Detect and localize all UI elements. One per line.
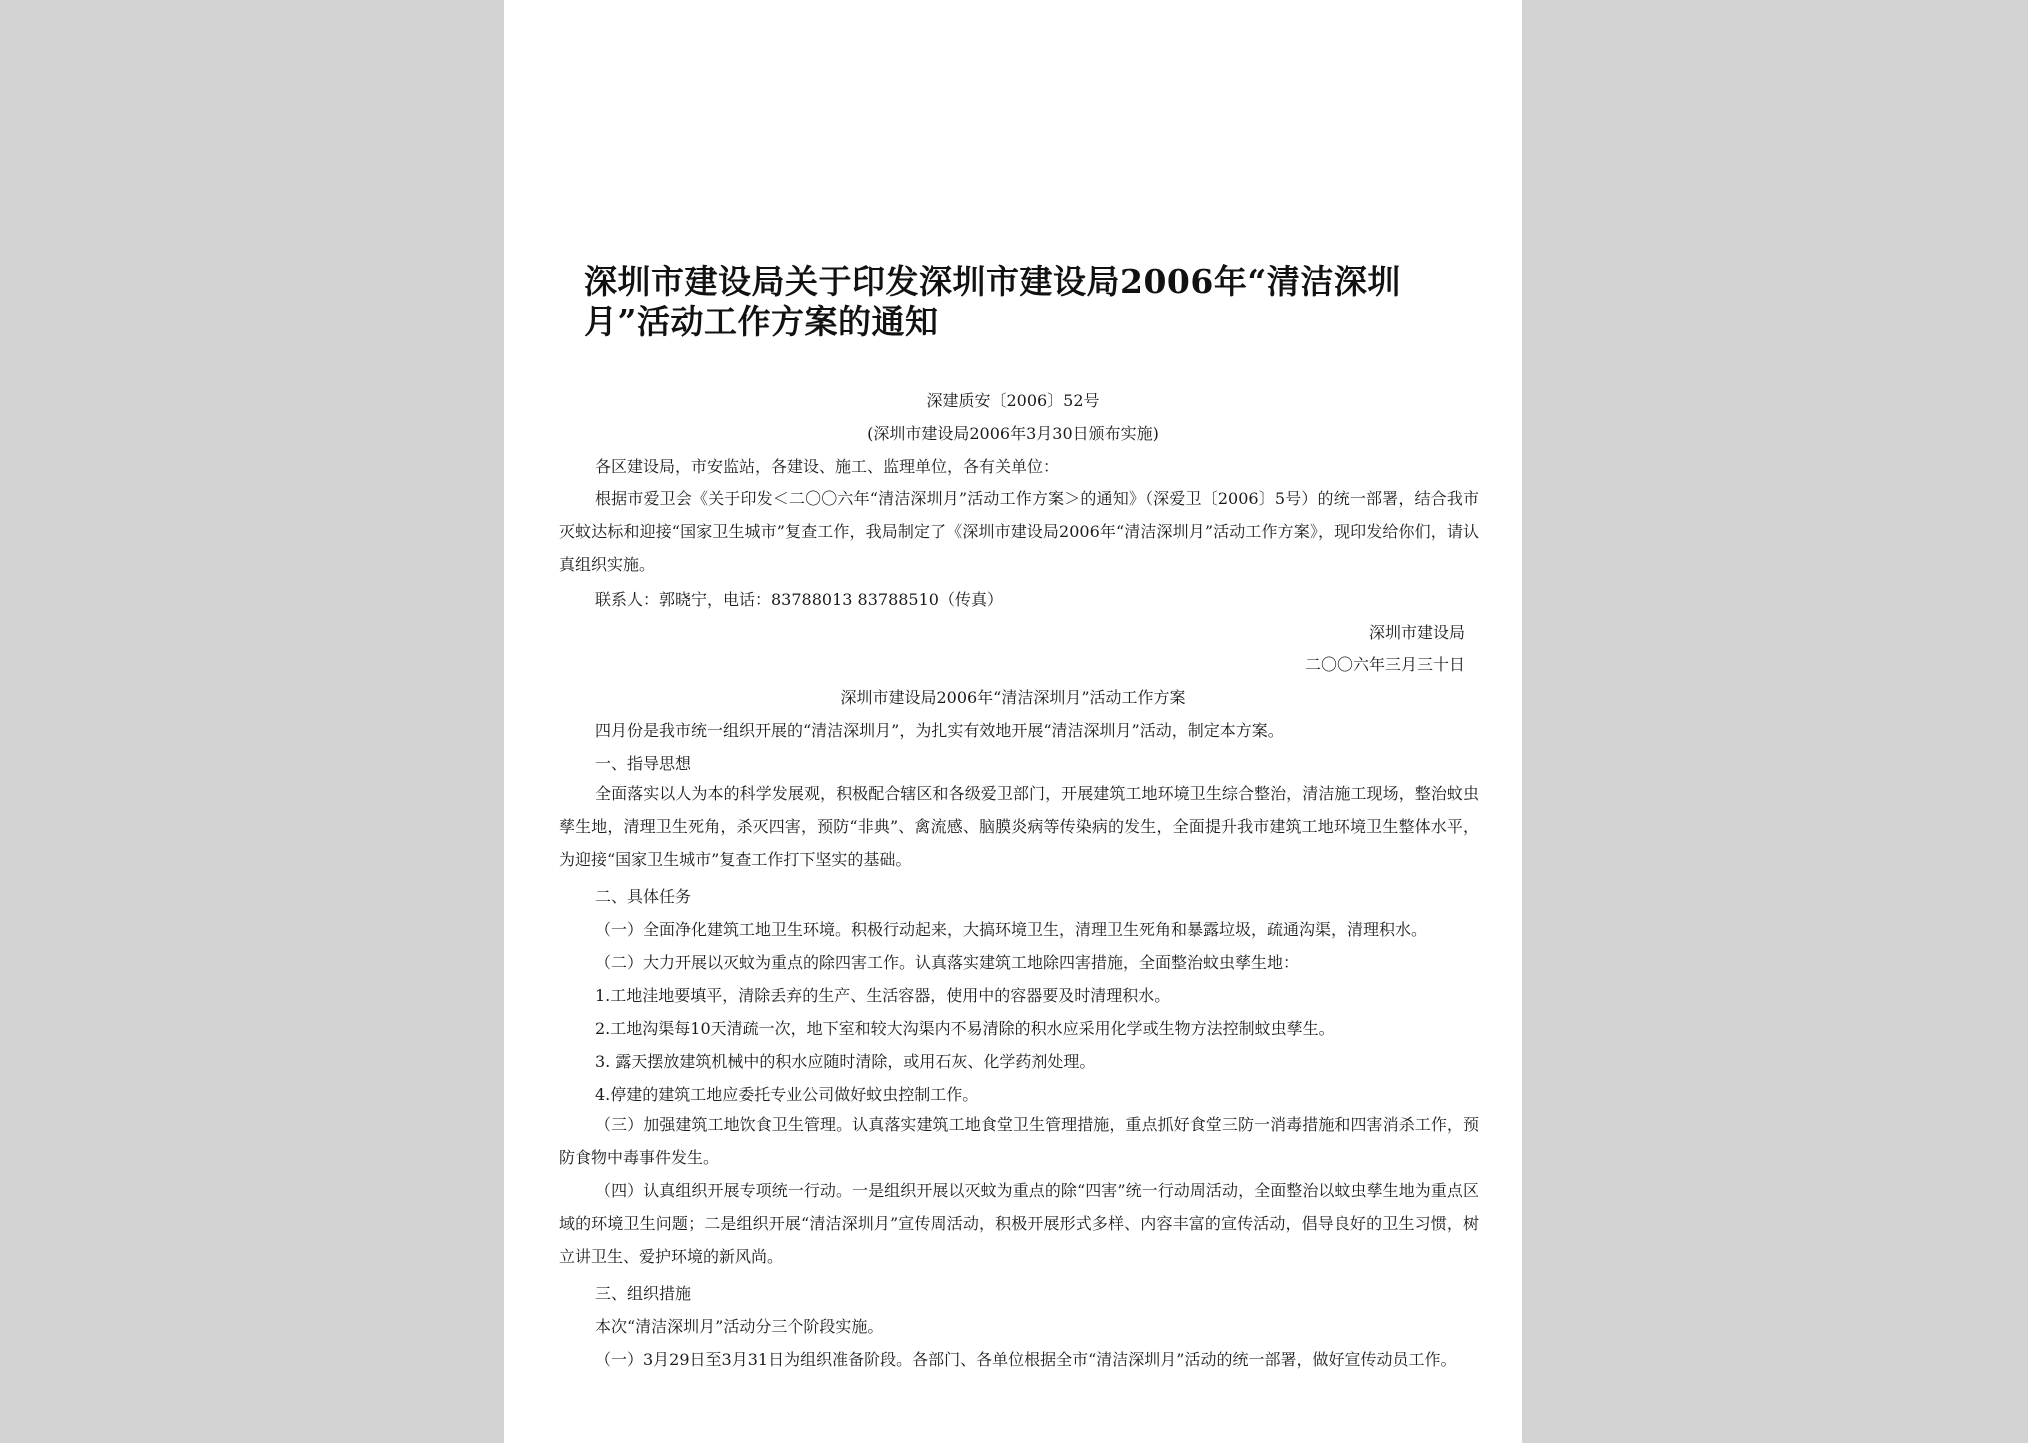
task-4: （四）认真组织开展专项统一行动。一是组织开展以灭蚊为重点的除“四害”统一行动周活动，全面整治以蚊虫孳生地为重点区域的环境卫生问题；二是组织开展“清洁深圳月”宣传周活动，积极开展形式多样、内容丰富的宣传活动，倡导良好的卫生习惯，树立讲卫生、爱护环境的新风尚。 [559,1181,1479,1266]
signature-date: 二〇〇六年三月三十日 [1304,655,1465,674]
task-1: （一）全面净化建筑工地卫生环境。积极行动起来，大搞环境卫生，清理卫生死角和暴露垃圾，疏通沟渠，清理积水。 [595,920,1428,939]
plan-title: 深圳市建设局2006年“清洁深圳月”活动工作方案 [840,688,1186,707]
guiding-paragraph: 全面落实以人为本的科学发展观，积极配合辖区和各级爱卫部门，开展建筑工地环境卫生综合整治，清洁施工现场，整治蚊虫孳生地，清理卫生死角，杀灭四害，预防“非典”、禽流感、脑膜炎病等传染病的发生，全面提升我市建筑工地环境卫生整体水平，为迎接“国家卫生城市”复查工作打下坚实的基础。 [559,784,1479,869]
document-title: 深圳市建设局关于印发深圳市建设局2006年“清洁深圳月”活动工作方案的通知 [584,262,1401,341]
task-2-item-4: 4.停建的建筑工地应委托专业公司做好蚊虫控制工作。 [595,1085,979,1104]
issued-note: (深圳市建设局2006年3月30日颁布实施) [867,424,1159,443]
addressee: 各区建设局，市安监站，各建设、施工、监理单位，各有关单位： [595,457,1060,476]
contact-line: 联系人：郭晓宁，电话：83788013 83788510（传真） [595,590,1003,609]
task-2-item-3: 3. 露天摆放建筑机械中的积水应随时清除，或用石灰、化学药剂处理。 [595,1052,1096,1071]
plan-intro: 四月份是我市统一组织开展的“清洁深圳月”，为扎实有效地开展“清洁深圳月”活动，制定本方案。 [595,721,1284,740]
document-number: 深建质安〔2006〕52号 [926,391,1100,410]
section-heading-tasks: 二、具体任务 [595,887,692,906]
section-heading-measures: 三、组织措施 [595,1284,692,1303]
section-heading-guiding: 一、指导思想 [595,754,692,773]
task-2-item-1: 1.工地洼地要填平，清除丢弃的生产、生活容器，使用中的容器要及时清理积水。 [595,986,1171,1005]
task-2: （二）大力开展以灭蚊为重点的除四害工作。认真落实建筑工地除四害措施，全面整治蚊虫孳生地： [595,953,1300,972]
document-page [504,0,1522,1443]
intro-paragraph: 根据市爱卫会《关于印发＜二〇〇六年“清洁深圳月”活动工作方案＞的通知》（深爱卫〔2006〕5号）的统一部署，结合我市灭蚊达标和迎接“国家卫生城市”复查工作，我局制定了《深圳市建设局2006年“清洁深圳月”活动工作方案》，现印发给你们，请认真组织实施。 [559,489,1479,574]
task-3: （三）加强建筑工地饮食卫生管理。认真落实建筑工地食堂卫生管理措施，重点抓好食堂三防一消毒措施和四害消杀工作，预防食物中毒事件发生。 [559,1115,1479,1167]
phase-1: （一）3月29日至3月31日为组织准备阶段。各部门、各单位根据全市“清洁深圳月”活动的统一部署，做好宣传动员工作。 [595,1350,1457,1369]
measures-intro: 本次“清洁深圳月”活动分三个阶段实施。 [595,1317,884,1336]
task-2-item-2: 2.工地沟渠每10天清疏一次，地下室和较大沟渠内不易清除的积水应采用化学或生物方法控制蚊虫孳生。 [595,1019,1335,1038]
signature-org: 深圳市建设局 [1368,623,1465,642]
